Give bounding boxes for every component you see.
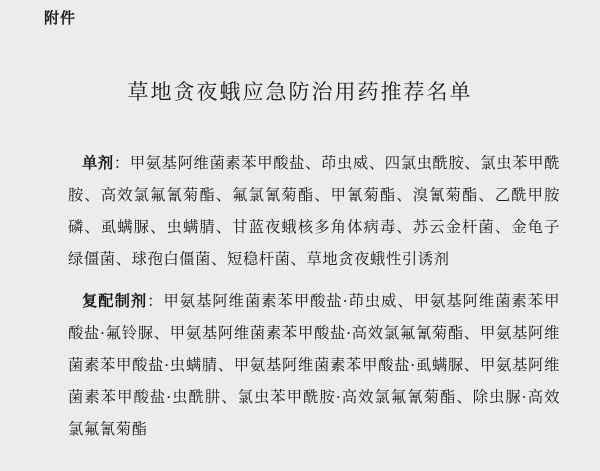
single-agents-label: 单剂 — [82, 154, 114, 172]
compound-agents-list: 甲氨基阿维菌素苯甲酸盐·茚虫威、甲氨基阿维菌素苯甲酸盐·氟铃脲、甲氨基阿维菌素苯甲酸盐·高效氯氟氰菊酯、甲氨基阿维菌素苯甲酸盐·虫螨腈、甲氨基阿维菌素苯甲酸盐·虱螨脲、甲氨基阿维菌素苯甲酸盐·虫酰肼、氯虫苯甲酰胺·高效氯氟氰菊酯、除虫脲·高效氯氟氰菊酯 — [68, 292, 560, 438]
attachment-label: 附件 — [44, 9, 77, 27]
compound-agents-colon: ： — [147, 292, 164, 310]
compound-agents-paragraph — [68, 285, 560, 445]
single-agents-paragraph — [68, 147, 560, 275]
document-title: 草地贪夜蛾应急防治用药推荐名单 — [127, 80, 473, 104]
single-agents-list: 甲氨基阿维菌素苯甲酸盐、茚虫威、四氯虫酰胺、氯虫苯甲酰胺、高效氯氟氰菊酯、氟氯氰菊酯、甲氰菊酯、溴氰菊酯、乙酰甲胺磷、虱螨脲、虫螨腈、甘蓝夜蛾核多角体病毒、苏云金杆菌、金龟子绿僵菌、球孢白僵菌、短稳杆菌、草地贪夜蛾性引诱剂 — [68, 154, 560, 268]
single-agents-colon: ： — [113, 154, 130, 172]
compound-agents-label: 复配制剂 — [82, 292, 148, 310]
